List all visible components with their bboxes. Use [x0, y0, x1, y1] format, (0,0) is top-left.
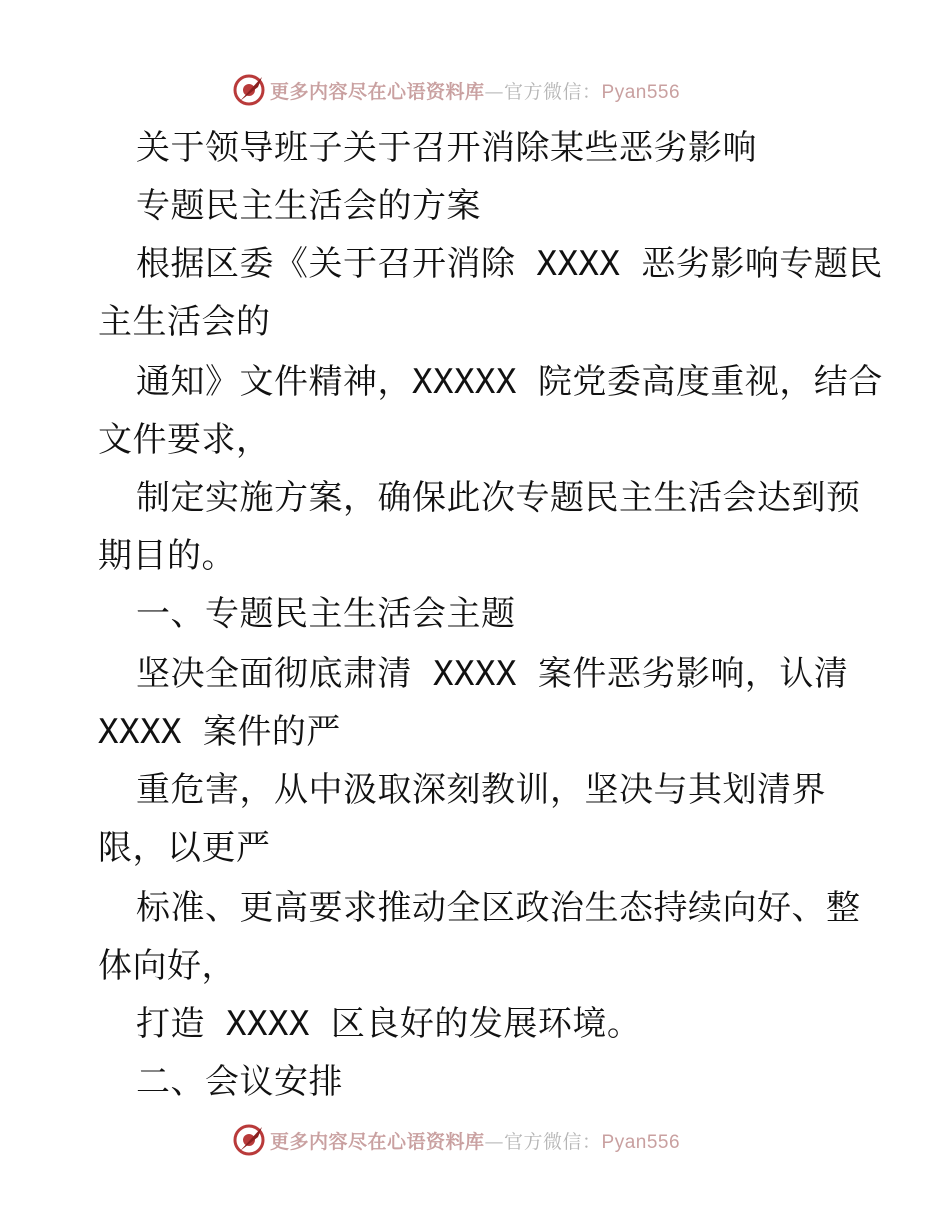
doc-paragraph-line: 制定实施方案，确保此次专题民主生活会达到预: [136, 478, 861, 518]
doc-paragraph-line: 体向好，: [98, 946, 236, 986]
doc-title-line-2: 专题民主生活会的方案: [136, 186, 481, 226]
section-heading-2: 二、会议安排: [136, 1062, 343, 1102]
doc-paragraph-line: 文件要求，: [98, 420, 271, 460]
watermark-wechat-id: Pyan556: [601, 1131, 681, 1153]
header-watermark: [232, 72, 680, 108]
footer-watermark: [232, 1122, 680, 1158]
quill-logo-icon: [232, 1123, 266, 1157]
watermark-wechat-label: 官方微信：: [504, 80, 602, 103]
doc-paragraph-line: 标准、更高要求推动全区政治生态持续向好、整: [136, 888, 861, 928]
doc-paragraph-line: 通知》文件精神，XXXXX 院党委高度重视，结合: [136, 362, 883, 402]
doc-paragraph-line: 打造 XXXX 区良好的发展环境。: [136, 1004, 642, 1044]
doc-paragraph-line: 期目的。: [98, 536, 236, 576]
watermark-dash: —: [484, 80, 505, 103]
section-heading-1: 一、专题民主生活会主题: [136, 594, 516, 634]
doc-paragraph-line: 限，以更严: [98, 828, 271, 868]
watermark-text: [270, 1127, 680, 1154]
quill-logo-icon: [232, 73, 266, 107]
doc-title-line-1: 关于领导班子关于召开消除某些恶劣影响: [136, 128, 757, 168]
watermark-text: [270, 77, 680, 104]
watermark-wechat-label: 官方微信：: [504, 1130, 602, 1153]
watermark-dash: —: [484, 1130, 505, 1153]
watermark-prefix: 更多内容尽在心语资料库: [270, 80, 485, 103]
doc-paragraph-line: 根据区委《关于召开消除 XXXX 恶劣影响专题民: [136, 244, 883, 284]
watermark-wechat-id: Pyan556: [601, 81, 681, 103]
watermark-prefix: 更多内容尽在心语资料库: [270, 1130, 485, 1153]
doc-paragraph-line: 坚决全面彻底肃清 XXXX 案件恶劣影响，认清: [136, 654, 849, 694]
doc-paragraph-line: 主生活会的: [98, 302, 271, 342]
doc-paragraph-line: 重危害，从中汲取深刻教训，坚决与其划清界: [136, 770, 826, 810]
doc-paragraph-line: XXXX 案件的严: [98, 712, 341, 752]
